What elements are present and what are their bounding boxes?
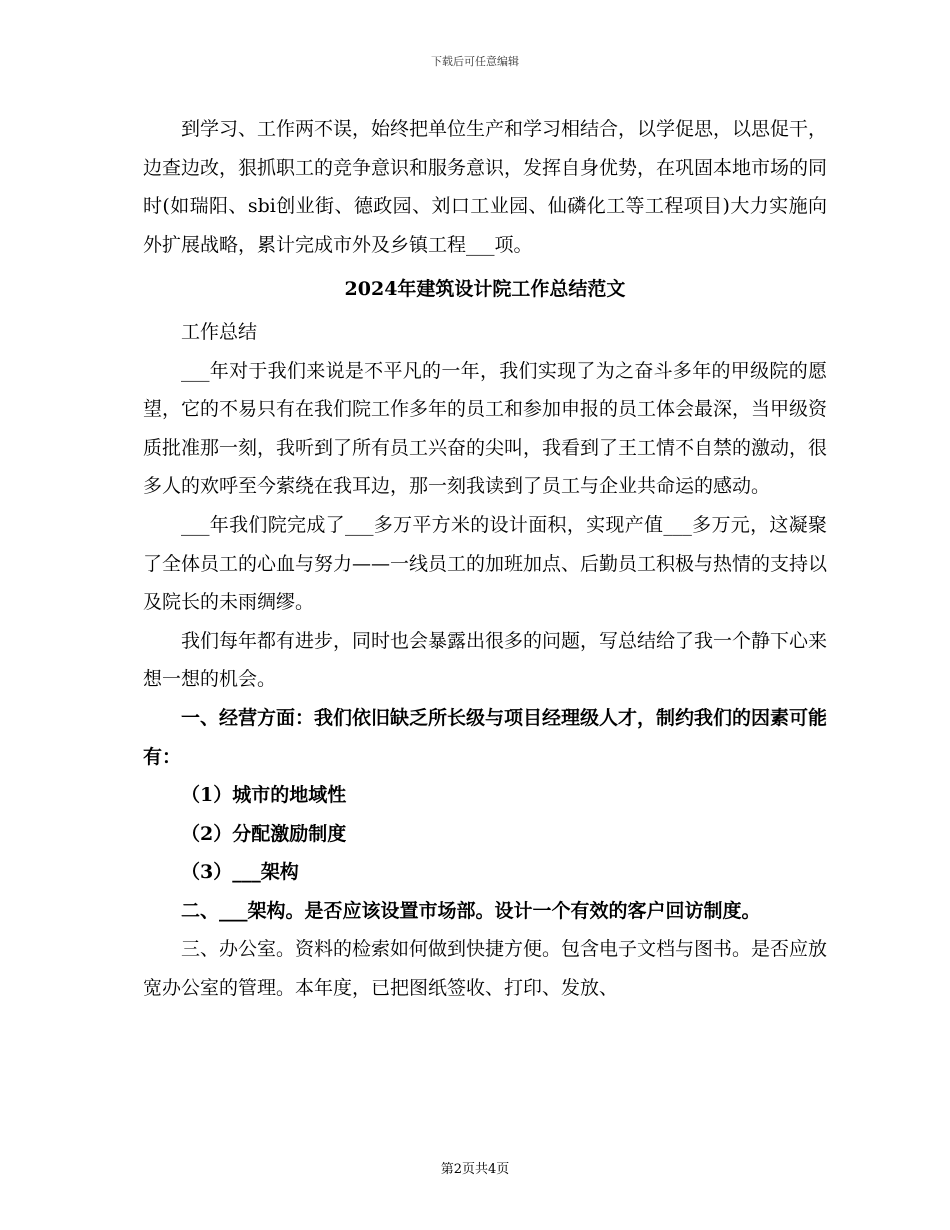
section-label: 工作总结: [181, 320, 258, 343]
paragraph-reflection: 我们每年都有进步，同时也会暴露出很多的问题，写总结给了我一个静下心来想一想的机会。: [143, 629, 828, 691]
intro-paragraph: 到学习、工作两不误，始终把单位生产和学习相结合，以学促思，以思促干，边查边改，狠抓职工的竞争意识和服务意识，发挥自身优势，在巩固本地市场的同时(如瑞阳、sbi创业街、德政园、刘口工业园、仙磷化工等工程项目)大力实施向外扩展战略，累计完成市外及乡镇工程___项。: [143, 118, 828, 256]
page-number: 第2页共4页: [440, 1162, 510, 1177]
paragraph-output: ___年我们院完成了___多万平方米的设计面积，实现产值___多万元，这凝聚了全体员工的心血与努力——一线员工的加班加点、后勤员工积极与热情的支持以及院长的未雨绸缪。: [143, 513, 828, 614]
factor-item: （1）城市的地域性: [181, 784, 347, 807]
paragraph-achievement: ___年对于我们来说是不平凡的一年，我们实现了为之奋斗多年的甲级院的愿望，它的不易只有在我们院工作多年的员工和参加申报的员工体会最深，当甲级资质批准那一刻，我听到了所有员工兴奋的尖叫，我看到了王工情不自禁的激动，很多人的欢呼至今萦绕在我耳边，那一刻我读到了员工与企业共命运的感动。: [143, 359, 828, 498]
page-header-note: 下载后可任意编辑: [431, 55, 519, 68]
paragraph-office: 三、办公室。资料的检索如何做到快捷方便。包含电子文档与图书。是否应放宽办公室的管理。本年度，已把图纸签收、打印、发放、: [143, 938, 828, 1000]
factor-item: （3）___架构: [181, 861, 299, 884]
document-title: 2024年建筑设计院工作总结范文: [344, 278, 626, 301]
heading-structure: 二、___架构。是否应该设置市场部。设计一个有效的客户回访制度。: [181, 899, 761, 922]
document-body: [143, 110, 827, 1008]
heading-business: 一、经营方面：我们依旧缺乏所长级与项目经理级人才，制约我们的因素可能有：: [143, 706, 828, 768]
factor-item: （2）分配激励制度: [181, 822, 347, 845]
